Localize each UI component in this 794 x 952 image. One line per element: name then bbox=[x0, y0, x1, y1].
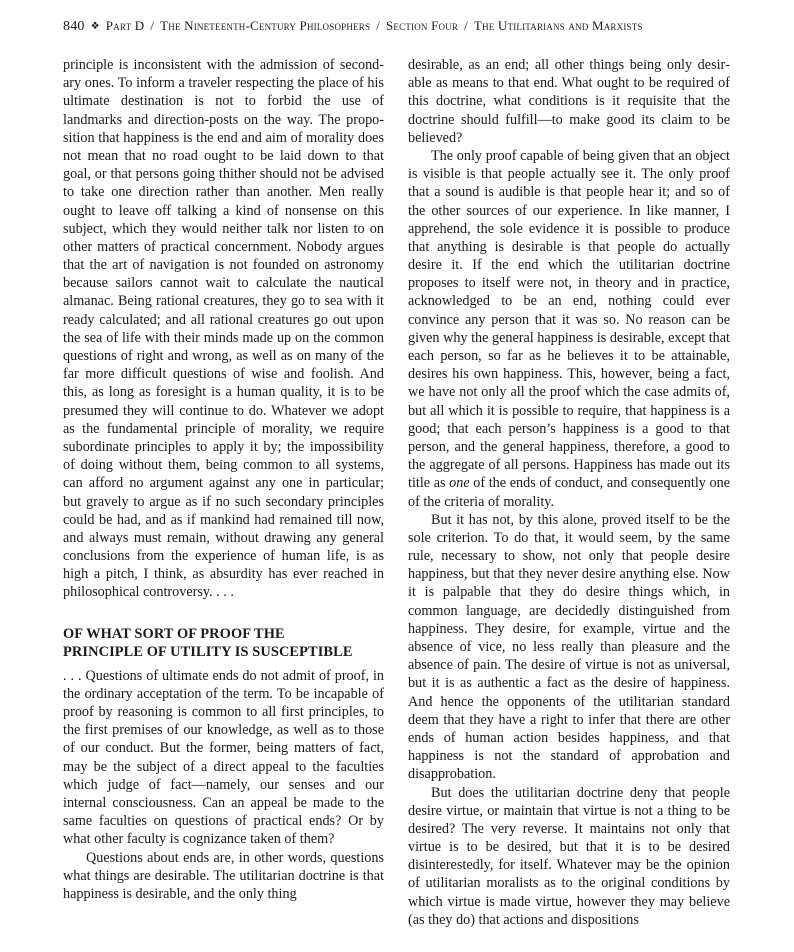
paragraph: Questions about ends are, in other words, questions what things are desirable. The utilitarian doctrine is that happiness is desirable, and the only thing bbox=[63, 849, 384, 902]
paragraph: principle is inconsistent with the admission of secondary ones. To inform a traveler respecting the place of his ultimate destination is not to forbid the use of landmarks and direction-posts on the way. The proposition that happiness is the end and aim of morality does not mean that no road ought to be laid down to that goal, or that persons going thither should not be advised to take one direction rather than another. Men really ought to leave off talking a kind of nonsense on this subject, which they would neither talk nor listen to on other matters of practical concernment. Nobody argues that the art of navigation is not founded on astronomy because sailors cannot wait to calculate the nautical almanac. Being rational creatures, they go to sea with it ready calculated; and all rational creatures go out upon the sea of life with their minds made up on the common questions of right and wrong, as well as on many of the far more difficult questions of wise and foolish. And this, as long as foresight is a human quality, it is to be presumed they will continue to do. Whatever we adopt as the fundamental principle of morality, we require subordinate principles to apply it by; the impossibility of doing without them, being common to all systems, can afford no argument against any one in particular; but gravely to argue as if no such secondary principles could be had, and as if mankind had remained till now, and always must remain, without drawing any general conclusions from the experience of human life, is as high a pitch, I think, as absurdity has ever reached in philosophical controversy. . . . bbox=[63, 57, 384, 601]
header-separator: / bbox=[150, 18, 155, 33]
left-column bbox=[63, 56, 384, 903]
book-title: The Nineteenth-Century Philosophers bbox=[160, 18, 371, 33]
part-label: Part D bbox=[105, 18, 145, 33]
paragraph: But does the utilitarian doctrine deny that people desire virtue, or maintain that virtue is not a thing to be desired? The very reverse. It maintains not only that virtue is to be desired, but that it is to be desired disinterestedly, for itself. Whatever may be the opinion of utilitarian moralists as to the original conditions by which virtue is made virtue, however they may believe (as they do) that actions and dispositions bbox=[408, 784, 730, 928]
header-separator: / bbox=[376, 18, 380, 33]
heading-line: PRINCIPLE OF UTILITY IS SUSCEPTIBLE bbox=[63, 643, 353, 660]
subsection-title: The Utilitarians and Marxists bbox=[473, 18, 643, 33]
section-label: Section Four bbox=[386, 18, 459, 33]
paragraph-text: of the ends of conduct, and consequently one of the criteria of morality. bbox=[408, 475, 730, 510]
header-separator: / bbox=[464, 18, 468, 33]
paragraph: But it has not, by this alone, proved itself to be the sole criterion. To do that, it would seem, by the same rule, necessary to show, not only that people desire happiness, but that they never desire anything else. Now it is palpable that they do desire things which, in common language, are decidedly distinguished from happiness. They desire, for example, virtue and the absence of vice, no less really than pleasure and the absence of pain. The desire of virtue is not as universal, but it is as authentic a fact as the desire of happiness. And hence the opponents of the utilitarian standard deem that they have a right to infer that there are other ends of human action besides happiness, and that happiness is not the standard of approbation and disapprobation. bbox=[408, 511, 730, 783]
ornament-icon: ❖ bbox=[90, 21, 100, 32]
section-heading bbox=[63, 625, 384, 661]
paragraph: . . . Questions of ultimate ends do not admit of proof, in the ordinary acceptation of the term. To be incapable of proof by reasoning is common to all first principles, to the first premises of our knowledge, as well as to those of our conduct. But the former, being matters of fact, may be the subject of a direct appeal to the faculties which judge of fact—namely, our senses and our internal consciousness. Can an appeal be made to the same faculties on questions of practical ends? Or by what other faculty is cognizance taken of them? bbox=[63, 667, 384, 848]
page-number: 840 bbox=[63, 19, 85, 34]
heading-line: OF WHAT SORT OF PROOF THE bbox=[63, 625, 285, 642]
paragraph-text: The only proof capable of being given that an object is visible is that people actually see it. The only proof that a sound is audible is that people hear it; and so of the other sources of our experience. In like manner, I apprehend, the sole evidence it is possible to produce that anything is desirable is that people do actually desire it. If the end which the utilitarian doctrine proposes to itself were not, in theory and in practice, acknowledged to be an end, nothing could ever convince any person that it was so. No reason can be given why the general happiness is desirable, except that each person, so far as he believes it to be attainable, desires his own happiness. This, however, being a fact, we have not only all the proof which the case admits of, but all which it is possible to require, that happiness is a good; that each person’s happiness is a good to that person, and the general happiness, therefore, a good to the aggregate of all persons. Happiness has made out its title as bbox=[408, 147, 730, 492]
paragraph: desirable, as an end; all other things being only desirable as means to that end. What ought to be required of this doctrine, what conditions is it requisite that the doctrine should fulfill—to make good its claim to be believed? bbox=[408, 57, 730, 146]
running-header bbox=[63, 18, 743, 35]
paragraph bbox=[408, 147, 730, 511]
right-column bbox=[408, 56, 730, 929]
emphasized-word: one bbox=[449, 475, 470, 492]
